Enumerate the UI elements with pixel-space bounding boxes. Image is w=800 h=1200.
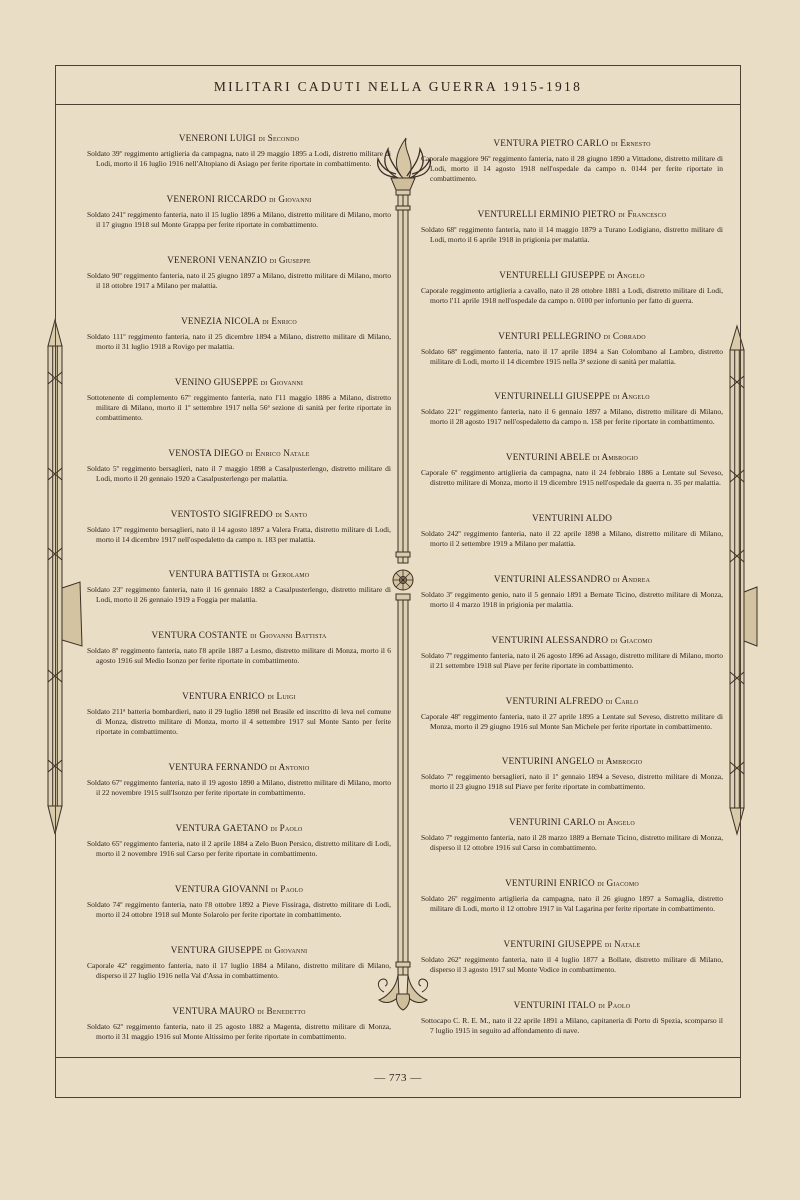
casualty-entry — [421, 452, 723, 488]
entry-heading — [87, 823, 391, 834]
entry-heading — [421, 635, 723, 646]
entry-name: VENTURI PELLEGRINO — [498, 330, 602, 341]
entry-name: VENTURA PIETRO CARLO — [493, 138, 609, 148]
entry-name: VENTURINI ENRICO — [505, 878, 595, 889]
entry-text: Soldato 7º reggimento fanteria, nato il 26 agosto 1896 ad Assago, distretto militare di Milano, morto il 21 settembre 1918 sul Piave per ferite riportate in combattimento. — [421, 650, 723, 670]
entry-father: di Giovanni — [264, 944, 308, 955]
left-column — [87, 133, 391, 1042]
entry-text: Soldato 262º reggimento fanteria, nato il 4 luglio 1877 a Bollate, distretto militare di Milano, disperso il 3 agosto 1917 sul Monte Vodice in combattimento. — [421, 954, 723, 974]
entry-father: di Paolo — [270, 823, 303, 834]
entry-name: VENTURINI ALESSANDRO — [491, 634, 609, 645]
casualty-entry — [87, 448, 391, 484]
entry-name: VENERONI VENANZIO — [167, 254, 268, 265]
entry-text: Soldato 62º reggimento fanteria, nato il 25 agosto 1882 a Magenta, distretto militare di Monza, morto il 31 maggio 1916 sul Monte Altissimo per ferite riportate in combattimento. — [87, 1021, 391, 1041]
entry-heading — [421, 817, 723, 828]
entry-text: Soldato 65º reggimento fanteria, nato il 2 aprile 1884 a Zelo Buon Persico, distretto militare di Lodi, morto il 2 novembre 1916 sul Carso per ferite riportate in combattimento. — [87, 839, 391, 859]
entry-name: VENTOSTO SIGIFREDO — [170, 508, 273, 519]
casualty-entry — [421, 513, 723, 549]
entry-heading — [87, 194, 391, 205]
entry-name: VENERONI RICCARDO — [166, 193, 267, 204]
casualty-entry — [421, 696, 723, 732]
entry-father: di Ambrogio — [596, 756, 643, 767]
fasces-axe-right — [744, 587, 757, 646]
entry-heading — [421, 574, 723, 585]
entry-father: di Enrico Natale — [246, 447, 310, 458]
casualty-entry — [421, 635, 723, 671]
entry-text: Soldato 242º reggimento fanteria, nato il 22 aprile 1898 a Milano, distretto militare di Milano, morto il 2 settembre 1919 a Milano per malattia. — [421, 529, 723, 549]
entry-father: di Angelo — [607, 269, 645, 280]
entry-father: di Giovanni — [269, 193, 312, 204]
entry-name: VENTURELLI GIUSEPPE — [499, 269, 606, 280]
entry-father: di Enrico — [262, 315, 297, 326]
entry-text: Sottocapo C. R. E. M., nato il 22 aprile 1891 a Milano, capitaneria di Porto di Spezia, scomparso il 7 luglio 1915 in seguito ad affondamento di nave. — [421, 1015, 723, 1035]
casualty-entry — [87, 377, 391, 423]
entry-text: Soldato 67º reggimento fanteria, nato il 19 agosto 1890 a Milano, distretto militare di Milano, morto il 22 novembre 1915 sull'Isonzo per ferite riportate in combattimento. — [87, 778, 391, 798]
entry-text: Soldato 5º reggimento bersaglieri, nato il 7 maggio 1898 a Casalpusterlengo, distretto militare di Lodi, morto il 20 gennaio 1920 a Casalpusterlengo per malattia. — [87, 463, 391, 483]
casualty-entry — [421, 939, 723, 975]
casualty-entry — [87, 823, 391, 859]
entry-heading — [421, 1000, 723, 1011]
entry-heading — [421, 939, 723, 950]
entry-text: Soldato 17º reggimento bersaglieri, nato il 14 agosto 1897 a Valera Fratta, distretto militare di Lodi, morto il 14 dicembre 1917 nell'ospedaletto da campo n. 183 per malattia. — [87, 524, 391, 544]
entry-heading — [421, 331, 723, 342]
right-column — [421, 138, 723, 1036]
entry-text: Caporale reggimento artiglieria a cavallo, nato il 28 ottobre 1881 a Lodi, distretto militare di Lodi, morto l'11 aprile 1918 nell'ospedale da campo n. 0100 per infortunio per fatto di guerra. — [421, 285, 723, 305]
entry-father: di Giovanni — [260, 376, 304, 387]
casualty-entry — [87, 255, 391, 291]
entry-text: Soldato 68º reggimento fanteria, nato il 17 aprile 1894 a San Colombano al Lambro, distretto militare di Lodi, morto il 14 dicembre 1915 nella 3ª sezione di sanità per malattia. — [421, 346, 723, 366]
casualty-entry — [87, 884, 391, 920]
entry-father: di Giuseppe — [269, 254, 311, 265]
entry-name: VENTURINI ABELE — [505, 452, 591, 463]
entry-name: VENTURA GIUSEPPE — [170, 944, 263, 955]
entry-heading — [87, 377, 391, 388]
entry-name: VENTURINI ANGELO — [501, 756, 595, 767]
entry-text: Soldato 241º reggimento fanteria, nato il 15 luglio 1896 a Milano, distretto militare di Milano, morto il 17 giugno 1918 sul Monte Grappa per ferite riportate in combattimento. — [87, 209, 391, 229]
entry-name: VENTURA COSTANTE — [151, 630, 248, 641]
entry-heading — [87, 691, 391, 702]
casualty-entry — [87, 762, 391, 798]
entry-heading — [421, 270, 723, 281]
entry-father: di Corrado — [603, 330, 646, 341]
entry-heading — [87, 945, 391, 956]
entry-text: Soldato 90º reggimento fanteria, nato il 25 giugno 1897 a Milano, distretto militare di Milano, morto il 18 ottobre 1917 a Milano per malattia. — [87, 270, 391, 290]
entry-heading — [421, 513, 723, 524]
entry-text: Soldato 39º reggimento artiglieria da campagna, nato il 29 maggio 1895 a Lodi, distretto militare di Lodi, morto il 16 luglio 1916 nell'Altopiano di Asiago per ferite riportate in combattimento. — [87, 149, 391, 168]
casualty-entry — [87, 1006, 391, 1042]
casualty-entry — [421, 878, 723, 914]
entry-text: Caporale maggiore 96º reggimento fanteria, nato il 28 giugno 1890 a Vittadone, distretto militare di Lodi, morto il 14 agosto 1918 nell'ospedale da campo n. 0144 per ferite riportate in combattimento. — [421, 154, 723, 183]
entry-father: di Giovanni Battista — [250, 630, 327, 641]
casualty-entry — [87, 691, 391, 737]
entry-father: di Natale — [604, 938, 641, 949]
entry-heading — [87, 1006, 391, 1017]
entry-name: VENTURA MAURO — [172, 1005, 255, 1016]
entry-name: VENTURINI GIUSEPPE — [503, 938, 603, 949]
entry-name: VENTURELLI ERMINIO PIETRO — [477, 208, 616, 219]
casualty-entry — [421, 209, 723, 245]
entry-text: Soldato 68º reggimento fanteria, nato il 14 maggio 1879 a Turano Lodigiano, distretto militare di Lodi, morto il 6 aprile 1918 in prigionia per malattia. — [421, 224, 723, 244]
entry-father: di Ernesto — [611, 138, 651, 148]
entry-heading — [87, 448, 391, 459]
entry-heading — [421, 391, 723, 402]
entry-father: di Andrea — [612, 573, 651, 584]
entry-heading — [87, 569, 391, 580]
entry-father: di Luigi — [267, 691, 296, 702]
entry-text: Soldato 7º reggimento bersaglieri, nato il 1º gennaio 1894 a Seveso, distretto militare di Monza, morto il 23 giugno 1918 sul Piave per ferite riportate in combattimento. — [421, 772, 723, 792]
entry-text: Soldato 7º reggimento fanteria, nato il 28 marzo 1889 a Bernate Ticino, distretto militare di Monza, disperso il 12 ottobre 1916 sul Carso in combattimento. — [421, 833, 723, 853]
entry-father: di Gerolamo — [262, 569, 310, 580]
entry-text: Caporale 42º reggimento fanteria, nato il 17 luglio 1884 a Milano, distretto militare di Milano, disperso il 27 luglio 1916 nella Val d'Assa in combattimento. — [87, 960, 391, 980]
entry-name: VENTURINI ALESSANDRO — [493, 573, 611, 584]
casualty-entry — [421, 1000, 723, 1036]
entry-text: Caporale 48º reggimento fanteria, nato il 27 aprile 1895 a Lentate sul Seveso, distretto militare di Monza, morto il 29 giugno 1916 sul Monte San Michele per ferite riportate in combattimento. — [421, 711, 723, 731]
entry-text: Soldato 211ª batteria bombardieri, nato il 29 luglio 1898 nel Brasile ed inscritto di leva nel comune di Monza, distretto militare di Monza, morto il 4 settembre 1917 sul Monte Santo per ferite riportate in combattimento. — [87, 707, 391, 737]
casualty-entry — [87, 630, 391, 666]
page-title: MILITARI CADUTI NELLA GUERRA 1915-1918 — [213, 78, 583, 94]
entry-name: VENTURA BATTISTA — [168, 569, 260, 580]
entry-name: VENTURA FERNANDO — [168, 762, 268, 773]
entry-heading — [421, 452, 723, 463]
entry-text: Soldato 111º reggimento fanteria, nato il 25 dicembre 1894 a Milano, distretto militare di Milano, morto il 31 luglio 1918 a Rovigo per malattia. — [87, 331, 391, 351]
entry-father: di Carlo — [605, 695, 639, 706]
entry-name: VENTURA GIOVANNI — [174, 884, 269, 895]
entry-heading — [421, 138, 723, 149]
entry-text: Caporale 6º reggimento artiglieria da campagna, nato il 24 febbraio 1886 a Lentate sul Seveso, distretto militare di Monza, morto il 19 dicembre 1915 nell'ospedale da guerra n. 35 per malattia. — [421, 468, 723, 488]
casualty-entry — [421, 756, 723, 792]
entry-name: VENTURINI CARLO — [509, 817, 596, 828]
entry-heading — [87, 630, 391, 641]
entry-name: VENOSTA DIEGO — [168, 447, 244, 458]
entry-father: di Angelo — [612, 391, 650, 402]
entry-father: di Angelo — [598, 817, 635, 828]
entry-father: di Antonio — [269, 762, 310, 773]
entry-heading — [87, 255, 391, 266]
entry-name: VENINO GIUSEPPE — [174, 376, 259, 387]
entry-text: Sottotenente di complemento 67º reggimento fanteria, nato l'11 maggio 1886 a Milano, distretto militare di Milano, morto il 1º settembre 1917 nella 56ª sezione di sanità per ferite riportate in combattimento. — [87, 392, 391, 422]
casualty-entry — [87, 133, 391, 169]
entry-heading — [421, 878, 723, 889]
entry-name: VENTURA GAETANO — [175, 823, 268, 834]
casualty-entry — [87, 316, 391, 352]
entry-text: Soldato 8º reggimento fanteria, nato l'8 aprile 1887 a Lesmo, distretto militare di Monza, morto il 6 agosto 1916 sul Medio Isonzo per ferite riportate in combattimento. — [87, 646, 391, 666]
footer-band — [55, 1057, 741, 1098]
entry-name: VENTURA ENRICO — [182, 691, 265, 702]
entry-father: di Giacomo — [610, 634, 653, 645]
entry-heading — [87, 762, 391, 773]
entry-father: di Santo — [275, 508, 308, 519]
casualty-entry — [421, 574, 723, 610]
entry-name: VENTURINI ALDO — [531, 513, 613, 524]
entry-father: di Paolo — [271, 884, 304, 895]
entry-heading — [421, 756, 723, 767]
casualty-entry — [421, 391, 723, 427]
entry-name: VENTURINELLI GIUSEPPE — [494, 391, 611, 402]
entry-father: di Benedetto — [257, 1005, 306, 1016]
entry-father: di Francesco — [618, 208, 667, 219]
entry-name: VENERONI LUIGI — [178, 133, 256, 143]
entry-heading — [87, 316, 391, 327]
entry-name: VENTURINI ALFREDO — [505, 695, 604, 706]
casualty-entry — [421, 270, 723, 306]
entry-heading — [87, 884, 391, 895]
entry-name: VENEZIA NICOLA — [181, 315, 260, 326]
entry-heading — [87, 133, 391, 144]
entry-father: di Ambrogio — [592, 452, 639, 463]
casualty-entry — [421, 817, 723, 853]
entry-name: VENTURINI ITALO — [513, 999, 596, 1010]
entry-heading — [421, 209, 723, 220]
page-number: — 773 — — [374, 1072, 422, 1084]
entry-text: Soldato 74º reggimento fanteria, nato l'8 ottobre 1892 a Pieve Fissiraga, distretto militare di Lodi, morto il 24 ottobre 1918 sul Monte Solarolo per ferite riportate in combattimento. — [87, 900, 391, 920]
entry-text: Soldato 26º reggimento artiglieria da campagna, nato il 26 giugno 1897 a Somaglia, distretto militare di Lodi, morto il 12 ottobre 1917 in Val Lagarina per ferite riportate in combattimento. — [421, 894, 723, 914]
entry-text: Soldato 23º reggimento fanteria, nato il 16 gennaio 1882 a Casalpusterlengo, distretto militare di Lodi, morto il 26 gennaio 1919 a Foggia per malattia. — [87, 585, 391, 605]
entry-text: Soldato 3º reggimento genio, nato il 5 gennaio 1891 a Bernate Ticino, distretto militare di Monza, morto il 4 marzo 1918 in prigionia per malattia. — [421, 589, 723, 609]
entry-father: di Secondo — [258, 133, 300, 143]
casualty-entry — [421, 331, 723, 367]
entry-text: Soldato 221º reggimento fanteria, nato il 6 gennaio 1897 a Milano, distretto militare di Milano, morto il 28 agosto 1917 nell'ospedaletto da campo n. 158 per ferite riportate in combattimento. — [421, 407, 723, 427]
casualty-entry — [87, 194, 391, 230]
entry-father: di Paolo — [598, 999, 631, 1010]
casualty-entry — [87, 569, 391, 605]
entry-heading — [421, 696, 723, 707]
casualty-entry — [87, 945, 391, 981]
casualty-entry — [421, 138, 723, 184]
entry-father: di Giacomo — [597, 878, 639, 889]
entry-heading — [87, 509, 391, 520]
header-band — [55, 65, 741, 105]
casualty-entry — [87, 509, 391, 545]
